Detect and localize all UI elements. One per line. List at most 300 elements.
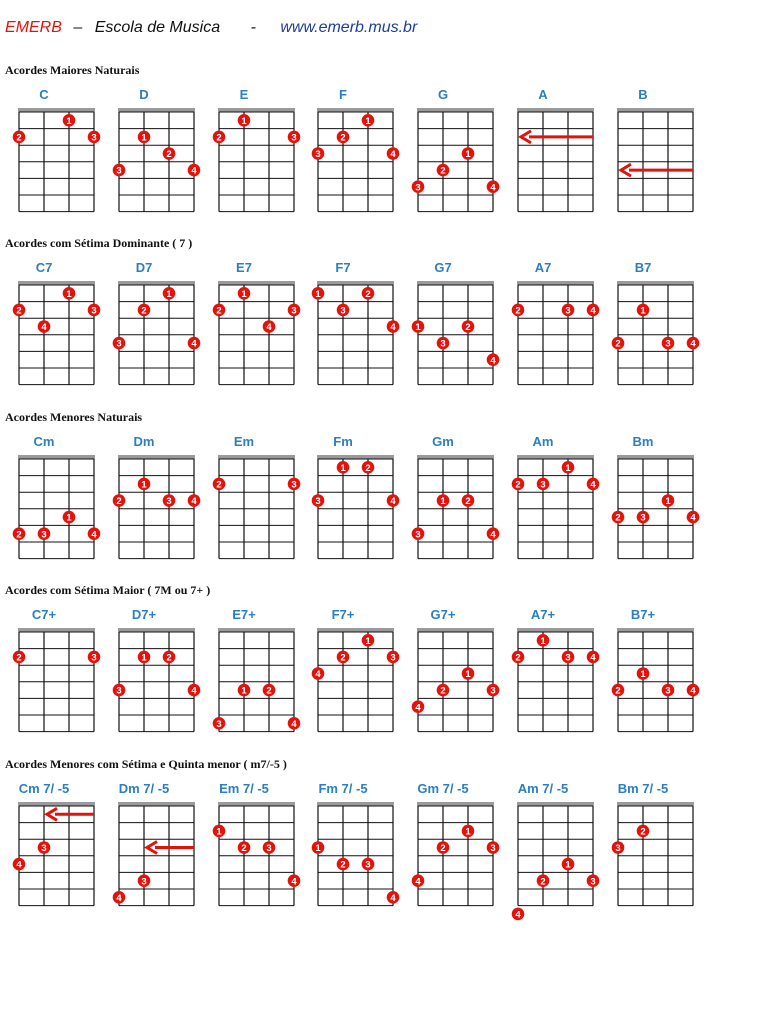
finger-number: 3: [91, 132, 97, 144]
finger-number: 3: [291, 132, 297, 144]
finger-dot: [462, 147, 475, 160]
finger-dot: [213, 304, 226, 317]
chord-name: A7+: [530, 607, 556, 622]
chord-name: B: [638, 87, 648, 102]
finger-number: 1: [640, 669, 646, 681]
nut: [218, 108, 295, 112]
chord-am: [503, 434, 596, 594]
finger-dot: [662, 494, 675, 507]
finger-number: 4: [41, 322, 47, 334]
finger-dot: [362, 461, 375, 474]
chord-name: Cm: [33, 434, 55, 449]
section-title: Acordes Menores Naturais: [5, 410, 143, 424]
finger-number: 2: [16, 652, 22, 664]
finger-dot: [537, 478, 550, 491]
finger-dot: [337, 461, 350, 474]
finger-dot: [537, 634, 550, 647]
finger-dot: [437, 164, 450, 177]
finger-dot: [362, 858, 375, 871]
chord-diagram: [503, 87, 613, 237]
chord-name: Em 7/ -5: [219, 781, 269, 796]
chord-b: [603, 87, 683, 247]
finger-number: 3: [116, 165, 122, 177]
chord-diagram: [104, 607, 214, 757]
nut: [317, 628, 394, 632]
finger-dot: [587, 651, 600, 664]
nut: [517, 628, 594, 632]
section-title: Acordes com Sétima Dominante ( 7 ): [5, 236, 193, 250]
chord-diagram: [403, 87, 513, 237]
finger-number: 1: [465, 149, 471, 161]
finger-dot: [163, 147, 176, 160]
finger-dot: [13, 527, 26, 540]
finger-number: 1: [241, 115, 247, 127]
finger-number: 4: [590, 305, 596, 317]
chord-diagram: [204, 434, 314, 584]
finger-number: 1: [315, 288, 321, 300]
chord-dm-7-5: [104, 781, 184, 941]
nut: [517, 455, 594, 459]
finger-dot: [13, 304, 26, 317]
chord-gm: [403, 434, 496, 594]
section-title: Acordes Maiores Naturais: [5, 63, 140, 77]
chord-d: [104, 87, 197, 247]
chord-diagram: [204, 607, 314, 757]
nut: [118, 628, 195, 632]
finger-number: 2: [216, 132, 222, 144]
finger-dot: [138, 131, 151, 144]
finger-number: 3: [540, 479, 546, 491]
finger-number: 1: [465, 826, 471, 838]
chord-em: [204, 434, 297, 594]
finger-dot: [387, 651, 400, 664]
finger-dot: [188, 337, 201, 350]
finger-dot: [238, 287, 251, 300]
finger-dot: [437, 684, 450, 697]
nut: [617, 628, 694, 632]
finger-dot: [337, 651, 350, 664]
finger-number: 4: [191, 165, 197, 177]
finger-number: 1: [241, 288, 247, 300]
nut: [18, 455, 95, 459]
finger-dot: [213, 717, 226, 730]
finger-number: 1: [415, 322, 421, 334]
finger-dot: [412, 700, 425, 713]
finger-dot: [562, 651, 575, 664]
chord-diagram: [503, 434, 613, 584]
finger-number: 1: [166, 288, 172, 300]
finger-number: 4: [490, 529, 496, 541]
section-title: Acordes Menores com Sétima e Quinta menor ( m7/-5 ): [5, 757, 287, 771]
finger-dot: [337, 858, 350, 871]
nut: [417, 802, 494, 806]
finger-dot: [138, 874, 151, 887]
chord-name: B7+: [630, 607, 656, 622]
nut: [18, 281, 95, 285]
finger-number: 2: [116, 496, 122, 508]
finger-number: 4: [191, 338, 197, 350]
finger-number: 2: [440, 165, 446, 177]
chord-b7: [603, 260, 696, 420]
finger-number: 3: [291, 305, 297, 317]
finger-dot: [437, 841, 450, 854]
chord-name: F: [339, 87, 347, 102]
finger-number: 1: [66, 115, 72, 127]
school-name: Escola de Musica: [94, 19, 221, 36]
finger-number: 2: [340, 859, 346, 871]
chord-diagram: [603, 260, 713, 410]
chord-diagram: [4, 781, 114, 931]
finger-number: 3: [365, 859, 371, 871]
finger-dot: [512, 478, 525, 491]
chord-g: [403, 87, 496, 247]
chord-diagram: [104, 434, 214, 584]
chord-name: D: [139, 87, 149, 102]
finger-dot: [312, 841, 325, 854]
finger-number: 1: [141, 479, 147, 491]
header-hyphen: -: [250, 19, 256, 36]
finger-dot: [288, 304, 301, 317]
chord-diagram: [503, 781, 613, 931]
finger-dot: [238, 841, 251, 854]
finger-number: 4: [191, 496, 197, 508]
finger-dot: [487, 841, 500, 854]
nut: [118, 455, 195, 459]
finger-number: 3: [91, 305, 97, 317]
finger-dot: [213, 478, 226, 491]
finger-number: 3: [216, 718, 222, 730]
finger-dot: [312, 494, 325, 507]
nut: [417, 455, 494, 459]
finger-number: 4: [515, 909, 521, 921]
finger-dot: [88, 131, 101, 144]
finger-dot: [38, 320, 51, 333]
chord-a7-plus: [503, 607, 596, 767]
finger-dot: [512, 304, 525, 317]
finger-dot: [587, 874, 600, 887]
finger-number: 1: [141, 652, 147, 664]
finger-dot: [412, 527, 425, 540]
finger-number: 2: [241, 843, 247, 855]
chord-diagram: [104, 87, 214, 237]
nut: [218, 628, 295, 632]
finger-dot: [362, 287, 375, 300]
finger-number: 4: [390, 322, 396, 334]
nut: [118, 802, 195, 806]
finger-number: 1: [66, 288, 72, 300]
nut: [417, 108, 494, 112]
finger-dot: [13, 858, 26, 871]
finger-dot: [63, 511, 76, 524]
finger-number: 2: [440, 843, 446, 855]
chord-em-7-5: [204, 781, 297, 941]
chord-b7-plus: [603, 607, 696, 767]
finger-number: 4: [415, 876, 421, 888]
nut: [18, 108, 95, 112]
finger-dot: [387, 320, 400, 333]
nut: [617, 455, 694, 459]
nut: [18, 802, 95, 806]
chord-diagram: [503, 607, 613, 757]
finger-dot: [362, 114, 375, 127]
chord-diagram: [303, 607, 413, 757]
finger-number: 2: [16, 529, 22, 541]
chord-diagram: [4, 260, 114, 410]
chord-c7: [4, 260, 97, 420]
finger-number: 2: [365, 288, 371, 300]
chord-name: Am 7/ -5: [517, 781, 569, 796]
finger-number: 3: [390, 652, 396, 664]
finger-number: 3: [490, 843, 496, 855]
finger-dot: [612, 511, 625, 524]
finger-dot: [113, 337, 126, 350]
finger-dot: [462, 320, 475, 333]
nut: [218, 281, 295, 285]
finger-number: 4: [490, 355, 496, 367]
finger-dot: [462, 667, 475, 680]
finger-dot: [387, 494, 400, 507]
finger-number: 2: [465, 496, 471, 508]
finger-dot: [38, 527, 51, 540]
nut: [317, 802, 394, 806]
chord-diagram: [403, 434, 513, 584]
finger-number: 3: [665, 685, 671, 697]
finger-number: 3: [665, 338, 671, 350]
chord-diagram: [104, 781, 214, 931]
chord-fm-7-5: [303, 781, 396, 941]
finger-number: 2: [216, 479, 222, 491]
finger-dot: [487, 353, 500, 366]
finger-number: 4: [91, 529, 97, 541]
finger-number: 4: [315, 669, 321, 681]
finger-dot: [88, 304, 101, 317]
chord-name: Dm 7/ -5: [118, 781, 170, 796]
nut: [317, 281, 394, 285]
finger-number: 4: [690, 338, 696, 350]
chord-diagram: [603, 607, 713, 757]
page-header: [5, 17, 705, 39]
chord-name: Bm 7/ -5: [617, 781, 669, 796]
finger-dot: [587, 478, 600, 491]
finger-dot: [512, 908, 525, 921]
finger-number: 2: [340, 652, 346, 664]
chord-name: Fm: [333, 434, 353, 449]
chord-name: Gm 7/ -5: [417, 781, 469, 796]
finger-number: 2: [216, 305, 222, 317]
finger-number: 2: [166, 652, 172, 664]
chord-name: A: [538, 87, 548, 102]
chord-fm: [303, 434, 396, 594]
finger-dot: [437, 494, 450, 507]
chord-a: [503, 87, 583, 247]
finger-number: 1: [141, 132, 147, 144]
finger-dot: [637, 304, 650, 317]
finger-dot: [288, 478, 301, 491]
finger-dot: [612, 337, 625, 350]
finger-number: 4: [390, 149, 396, 161]
chord-f7: [303, 260, 396, 420]
finger-number: 4: [291, 718, 297, 730]
finger-number: 3: [340, 305, 346, 317]
finger-number: 4: [16, 859, 22, 871]
finger-dot: [238, 114, 251, 127]
finger-number: 2: [440, 685, 446, 697]
chord-name: F7+: [331, 607, 355, 622]
finger-number: 2: [141, 305, 147, 317]
barre-arrow: [621, 164, 693, 176]
finger-number: 4: [590, 479, 596, 491]
finger-number: 3: [291, 479, 297, 491]
finger-dot: [188, 494, 201, 507]
finger-number: 2: [515, 305, 521, 317]
finger-number: 1: [665, 496, 671, 508]
finger-dot: [387, 891, 400, 904]
nut: [118, 108, 195, 112]
brand-name: EMERB: [5, 19, 62, 36]
finger-number: 3: [615, 843, 621, 855]
chord-name: D7: [135, 260, 153, 275]
chord-diagram: [303, 260, 413, 410]
chord-c: [4, 87, 97, 247]
finger-dot: [637, 667, 650, 680]
chord-diagram: [603, 434, 713, 584]
finger-dot: [213, 825, 226, 838]
finger-number: 1: [565, 462, 571, 474]
finger-number: 3: [266, 843, 272, 855]
finger-number: 4: [690, 685, 696, 697]
finger-number: 4: [490, 182, 496, 194]
nut: [617, 108, 694, 112]
chord-diagram: [403, 607, 513, 757]
finger-dot: [587, 304, 600, 317]
chord-diagram: [603, 781, 713, 931]
finger-dot: [288, 131, 301, 144]
chord-name: D7+: [131, 607, 157, 622]
chord-diagram: [403, 260, 513, 410]
chord-d7-plus: [104, 607, 197, 767]
finger-number: 4: [191, 685, 197, 697]
chord-am-7-5: [503, 781, 596, 941]
finger-dot: [637, 825, 650, 838]
finger-number: 2: [640, 826, 646, 838]
finger-dot: [138, 478, 151, 491]
finger-number: 1: [540, 635, 546, 647]
finger-number: 3: [91, 652, 97, 664]
chord-name: Em: [233, 434, 255, 449]
finger-number: 2: [515, 652, 521, 664]
finger-number: 1: [241, 685, 247, 697]
finger-dot: [88, 651, 101, 664]
finger-number: 3: [415, 182, 421, 194]
chord-dm: [104, 434, 197, 594]
nut: [517, 281, 594, 285]
chord-e7: [204, 260, 297, 420]
finger-number: 1: [216, 826, 222, 838]
finger-number: 4: [116, 892, 122, 904]
finger-number: 4: [690, 512, 696, 524]
chord-name: Am: [532, 434, 554, 449]
finger-dot: [512, 651, 525, 664]
chord-diagram: [4, 87, 114, 237]
finger-dot: [562, 304, 575, 317]
chord-gm-7-5: [403, 781, 496, 941]
finger-dot: [562, 461, 575, 474]
chord-g7-plus: [403, 607, 496, 767]
finger-number: 1: [66, 512, 72, 524]
barre-arrow: [147, 842, 194, 854]
finger-number: 4: [266, 322, 272, 334]
chord-name: F7: [335, 260, 351, 275]
finger-dot: [662, 684, 675, 697]
chord-name: B7: [634, 260, 652, 275]
header-dash: –: [73, 19, 83, 36]
chord-d7: [104, 260, 197, 420]
finger-dot: [113, 164, 126, 177]
finger-number: 2: [16, 305, 22, 317]
finger-dot: [263, 841, 276, 854]
finger-dot: [312, 667, 325, 680]
chord-a7: [503, 260, 596, 420]
finger-dot: [387, 147, 400, 160]
chord-e7-plus: [204, 607, 297, 767]
website-link[interactable]: www.emerb.mus.br: [280, 19, 418, 36]
finger-number: 3: [116, 685, 122, 697]
finger-number: 2: [615, 685, 621, 697]
chord-cm: [4, 434, 97, 594]
nut: [417, 628, 494, 632]
chord-name: C7: [35, 260, 53, 275]
finger-number: 2: [340, 132, 346, 144]
chord-name: Cm 7/ -5: [18, 781, 70, 796]
finger-number: 1: [465, 669, 471, 681]
barre-arrow: [521, 131, 593, 143]
chord-name: Gm: [432, 434, 454, 449]
finger-dot: [288, 874, 301, 887]
chord-diagram: [503, 260, 613, 410]
chord-diagram: [303, 87, 413, 237]
nut: [218, 802, 295, 806]
finger-number: 4: [590, 652, 596, 664]
finger-number: 2: [540, 876, 546, 888]
finger-dot: [138, 651, 151, 664]
finger-number: 2: [266, 685, 272, 697]
finger-dot: [362, 634, 375, 647]
chord-name: Fm 7/ -5: [318, 781, 368, 796]
finger-number: 3: [490, 685, 496, 697]
finger-number: 4: [390, 892, 396, 904]
finger-dot: [238, 684, 251, 697]
finger-number: 3: [565, 305, 571, 317]
nut: [517, 802, 594, 806]
finger-dot: [412, 874, 425, 887]
chord-name: C: [39, 87, 49, 102]
chord-name: G: [437, 87, 449, 102]
finger-dot: [687, 337, 700, 350]
finger-dot: [88, 527, 101, 540]
finger-dot: [163, 651, 176, 664]
chord-c7-plus: [4, 607, 97, 767]
nut: [317, 108, 394, 112]
finger-dot: [662, 337, 675, 350]
finger-dot: [163, 287, 176, 300]
finger-dot: [188, 684, 201, 697]
chord-name: Bm: [632, 434, 654, 449]
finger-number: 3: [116, 338, 122, 350]
finger-number: 1: [640, 305, 646, 317]
finger-dot: [213, 131, 226, 144]
finger-number: 2: [465, 322, 471, 334]
finger-number: 2: [515, 479, 521, 491]
